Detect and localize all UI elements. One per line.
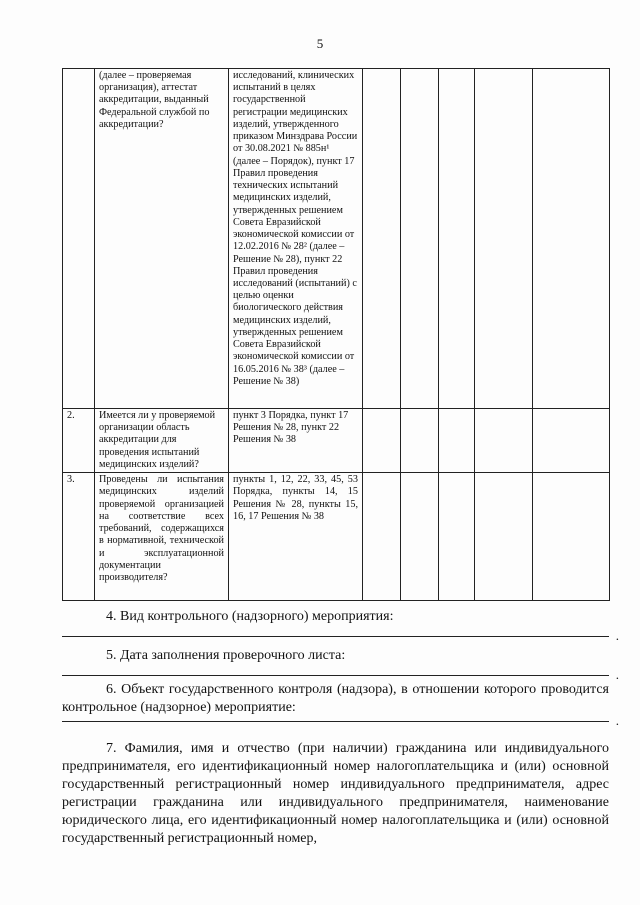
answer-no-cell[interactable]: [401, 69, 439, 409]
section-6-fill-line[interactable]: .: [62, 721, 609, 722]
section-7: [62, 740, 609, 848]
answer-no-cell[interactable]: [401, 473, 439, 601]
row-question: (далее – проверяемая организация), аттестат аккредитации, выданный Федеральной службой по аккредитации?: [95, 69, 229, 409]
answer-yes-cell[interactable]: [363, 69, 401, 409]
section-4-label: 4. Вид контрольного (надзорного) мероприятия:: [106, 609, 394, 624]
section-4: [62, 608, 619, 643]
answer-cell[interactable]: [475, 69, 533, 409]
table-row: [63, 409, 610, 473]
row-legal-basis: пункты 1, 12, 22, 33, 45, 53 Порядка, пункты 14, 15 Решения № 28, пункты 15, 16, 17 Решения № 38: [229, 473, 363, 601]
answer-cell[interactable]: [475, 473, 533, 601]
row-question: Проведены ли испытания медицинских изделий проверяемой организацией на соответствие всех требований, содержащихся в нормативной, технической и эксплуатационной документации производителя?: [95, 473, 229, 601]
table-row: [63, 69, 610, 409]
row-number: [63, 69, 95, 409]
checklist-table: [62, 68, 610, 601]
row-number: 2.: [63, 409, 95, 473]
section-6-label: 6. Объект государственного контроля (надзора), в отношении которого проводится контрольное (надзорное) мероприятие:: [62, 682, 609, 715]
section-5-label: 5. Дата заполнения проверочного листа:: [106, 648, 346, 663]
section-4-fill-line[interactable]: .: [62, 636, 609, 637]
answer-na-cell[interactable]: [439, 409, 475, 473]
note-cell[interactable]: [533, 69, 610, 409]
section-7-label: 7. Фамилия, имя и отчество (при наличии) гражданина или индивидуального предпринимателя, его идентификационный номер налогоплательщика и (или) основной государственный регистрационный номер индивидуального предпринимателя, адрес регистрации гражданина или индивидуального предпринимателя, наименование юридического лица, его идентификационный номер налогоплательщика и (или) основной государственный регистрационный номер,: [62, 741, 609, 846]
section-6: [62, 681, 619, 728]
row-legal-basis: исследований, клинических испытаний в целях государственной регистрации медицинских изделий, утвержденного приказом Минздрава России от 30.08.2021 № 885н¹ (далее – Порядок), пункт 17 Правил проведения технических испытаний медицинских изделий, утвержденных решением Совета Евразийской экономической комиссии от 12.02.2016 № 28² (далее – Решение № 28), пункт 22 Правил проведения исследований (испытаний) с целью оценки биологического действия медицинских изделий, утвержденных решением Совета Евразийской экономической комиссии от 16.05.2016 № 38³ (далее – Решение № 38): [229, 69, 363, 409]
row-number: 3.: [63, 473, 95, 601]
answer-na-cell[interactable]: [439, 69, 475, 409]
table-row: [63, 473, 610, 601]
row-question: Имеется ли у проверяемой организации область аккредитации для проведения испытаний медицинских изделий?: [95, 409, 229, 473]
answer-yes-cell[interactable]: [363, 409, 401, 473]
answer-cell[interactable]: [475, 409, 533, 473]
row-legal-basis: пункт 3 Порядка, пункт 17 Решения № 28, пункт 22 Решения № 38: [229, 409, 363, 473]
answer-yes-cell[interactable]: [363, 473, 401, 601]
section-5: [62, 647, 619, 682]
answer-no-cell[interactable]: [401, 409, 439, 473]
answer-na-cell[interactable]: [439, 473, 475, 601]
note-cell[interactable]: [533, 409, 610, 473]
section-5-fill-line[interactable]: .: [62, 675, 609, 676]
page-number: 5: [316, 36, 324, 51]
note-cell[interactable]: [533, 473, 610, 601]
